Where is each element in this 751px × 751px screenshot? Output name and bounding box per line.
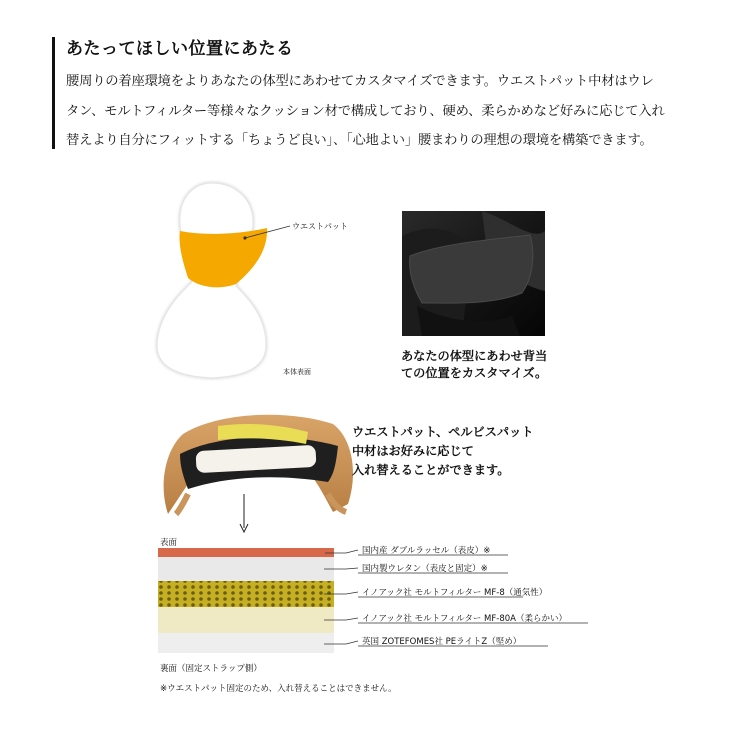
waist-pad-shape: [180, 228, 268, 287]
layer-double-russel: [158, 548, 334, 557]
photo-caption-line-1: あなたの体型にあわせ背当: [401, 349, 548, 363]
description-line-3: 替えより自分にフィットする「ちょうど良い」、「心地よい」腰まわりの理想の環境を構築できます。: [66, 133, 653, 148]
layer-label-3: イノアック社 モルトフィルター MF-8（通気性）: [362, 588, 548, 598]
layer-urethane: [158, 557, 334, 581]
description-line-1: 腰周りの着座環境をよりあなたの体型にあわせてカスタマイズできます。ウエストパット中材はウレ: [66, 74, 654, 89]
layer-label-4: イノアック社 モルトフィルター MF-80A（柔らかい）: [362, 614, 567, 624]
layer-label-2: 国内製ウレタン（表皮と固定）※: [362, 564, 488, 574]
chair-back-outline: [157, 183, 266, 378]
layer-mf80a: [158, 607, 334, 633]
layer-mf8: [158, 581, 334, 607]
chair-photo: [402, 211, 545, 336]
layer-label-5: 英国 ZOTEFOMES社 PEライトZ（堅め）: [362, 637, 522, 647]
down-arrow-icon: [239, 494, 249, 534]
footnote: ※ウエストパット固定のため、入れ替えることはできません。: [160, 684, 397, 694]
surface-bottom-label: 裏面（固定ストラップ側）: [160, 664, 262, 674]
insert-caption-line-3: 入れ替えることができます。: [352, 463, 510, 477]
section-heading: あたってほしい位置にあたる: [66, 39, 294, 59]
pad-insert-photo: [158, 404, 358, 519]
surface-top-label: 表面: [160, 538, 178, 548]
waist-pad-label: ウエストパット: [292, 222, 348, 231]
waist-pad-leader-line: [245, 226, 290, 238]
layer-pe-lite: [158, 633, 334, 653]
insert-caption-line-1: ウエストパット、ペルビスパット: [352, 425, 534, 439]
body-front-label: 本体表面: [283, 368, 311, 376]
heading-accent-bar: [52, 37, 55, 149]
photo-caption-line-2: ての位置をカスタマイズ。: [401, 366, 548, 380]
description-line-2: タン、モルトフィルター等様々なクッション材で構成しており、硬め、柔らかめなど好みに応じて入れ: [66, 104, 665, 119]
layer-label-1: 国内産 ダブルラッセル（表皮）※: [362, 546, 491, 556]
insert-caption-line-2: 中材はお好みに応じて: [352, 444, 474, 458]
